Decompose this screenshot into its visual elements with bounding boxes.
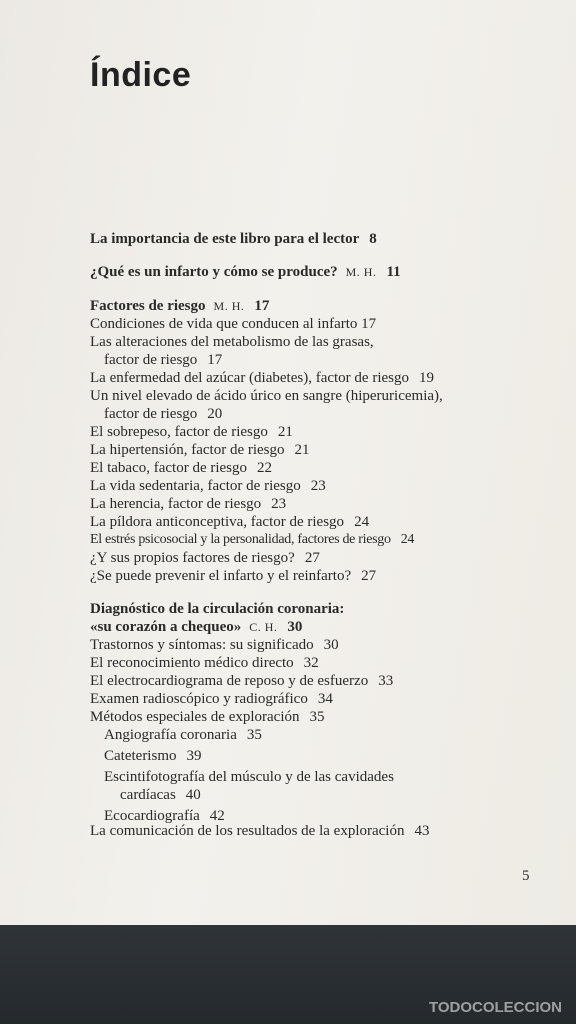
toc-page-number: 35 xyxy=(309,709,325,725)
toc-entry xyxy=(104,768,394,786)
toc-entry-text: Ecocardiografía xyxy=(104,808,200,824)
page-number: 5 xyxy=(522,868,530,884)
toc-entry-text: La hipertensión, factor de riesgo xyxy=(90,442,285,458)
toc-entry xyxy=(104,726,262,744)
toc-author: M. H. xyxy=(345,265,377,279)
toc-entry-text: ¿Y sus propios factores de riesgo? xyxy=(90,550,295,566)
toc-page-number: 20 xyxy=(207,406,223,422)
toc-entry xyxy=(90,315,376,333)
toc-entry xyxy=(90,708,325,726)
toc-page-number: 27 xyxy=(361,568,377,584)
toc-page-number: 8 xyxy=(369,231,377,247)
toc-entry xyxy=(104,351,222,369)
toc-page-number: 24 xyxy=(400,532,415,547)
toc-author: C. H. xyxy=(249,620,278,634)
toc-page-number: 23 xyxy=(310,478,326,494)
toc-page-number: 17 xyxy=(361,316,377,332)
toc-entry xyxy=(90,369,434,387)
toc-entry xyxy=(90,600,344,618)
toc-entry-text: Factores de riesgo xyxy=(90,298,206,314)
toc-entry-text: factor de riesgo xyxy=(104,406,198,422)
toc-entry-text: La comunicación de los resultados de la exploración xyxy=(90,823,405,839)
toc-entry-text: Examen radioscópico y radiográfico xyxy=(90,691,308,707)
toc-entry xyxy=(90,495,286,513)
toc-entry-text: La importancia de este libro para el lector xyxy=(90,231,360,247)
toc-page-number: 21 xyxy=(294,442,310,458)
toc-entry-text: Métodos especiales de exploración xyxy=(90,709,300,725)
toc-entry xyxy=(90,387,443,405)
toc-page-number: 21 xyxy=(277,424,293,440)
toc-entry xyxy=(90,333,374,351)
toc-entry-text: Condiciones de vida que conducen al infarto xyxy=(90,316,358,332)
toc-page-number: 22 xyxy=(257,460,273,476)
toc-page-number: 30 xyxy=(323,637,339,653)
toc-entry-text: El estrés psicosocial y la personalidad, factores de riesgo xyxy=(90,532,391,547)
toc-author: M. H. xyxy=(213,299,245,313)
toc-entry xyxy=(90,423,293,441)
toc-entry xyxy=(90,477,326,495)
toc-page-number: 30 xyxy=(287,619,303,635)
toc-page-number: 32 xyxy=(303,655,319,671)
toc-entry-text: factor de riesgo xyxy=(104,352,198,368)
toc-entry xyxy=(90,636,339,654)
toc-entry xyxy=(90,297,269,315)
toc-entry-text: El sobrepeso, factor de riesgo xyxy=(90,424,268,440)
toc-entry-text: Escintifotografía del músculo y de las cavidades xyxy=(104,769,394,785)
toc-entry-text: ¿Se puede prevenir el infarto y el reinfarto? xyxy=(90,568,352,584)
toc-page-number: 23 xyxy=(271,496,287,512)
toc-page-number: 34 xyxy=(317,691,333,707)
toc-page-number: 39 xyxy=(186,748,202,764)
toc-entry-text: Trastornos y síntomas: su significado xyxy=(90,637,314,653)
toc-entry-text: cardíacas xyxy=(120,787,176,803)
toc-entry-text: Un nivel elevado de ácido úrico en sangre (hiperuricemia), xyxy=(90,388,443,404)
toc-page-number: 40 xyxy=(185,787,201,803)
toc-entry xyxy=(90,549,320,567)
toc-entry-text: El tabaco, factor de riesgo xyxy=(90,460,248,476)
toc-entry xyxy=(90,513,369,531)
toc-page-number: 42 xyxy=(209,808,225,824)
toc-page-number: 17 xyxy=(254,298,270,314)
toc-entry xyxy=(90,822,429,840)
toc-entry-text: Angiografía coronaria xyxy=(104,727,237,743)
toc-page-number: 27 xyxy=(304,550,320,566)
toc-page-number: 11 xyxy=(386,264,401,280)
toc-entry-text: El reconocimiento médico directo xyxy=(90,655,294,671)
toc-entry-text: Las alteraciones del metabolismo de las grasas, xyxy=(90,334,374,350)
toc-entry xyxy=(90,459,272,477)
toc-entry xyxy=(90,618,302,636)
toc-page-number: 43 xyxy=(414,823,430,839)
toc-page-number: 35 xyxy=(246,727,262,743)
toc-entry-text: La píldora anticonceptiva, factor de riesgo xyxy=(90,514,345,530)
page-title: Índice xyxy=(90,56,192,94)
toc-entry xyxy=(90,263,401,281)
toc-entry xyxy=(90,567,376,585)
toc-entry xyxy=(90,672,393,690)
toc-entry xyxy=(104,747,201,765)
toc-entry-text: La vida sedentaria, factor de riesgo xyxy=(90,478,301,494)
watermark: TODOCOLECCION xyxy=(428,999,562,1016)
toc-entry-text: ¿Qué es un infarto y cómo se produce? xyxy=(90,264,338,280)
toc-entry xyxy=(90,531,414,549)
toc-entry xyxy=(90,690,333,708)
toc-entry xyxy=(120,786,201,804)
background-surface xyxy=(0,925,576,1024)
toc-entry xyxy=(104,405,222,423)
toc-entry xyxy=(90,441,310,459)
toc-entry-text: Diagnóstico de la circulación coronaria: xyxy=(90,601,345,617)
toc-page-number: 19 xyxy=(418,370,434,386)
toc-entry-text: La enfermedad del azúcar (diabetes), factor de riesgo xyxy=(90,370,409,386)
toc-page-number: 24 xyxy=(354,514,370,530)
toc-entry-text: La herencia, factor de riesgo xyxy=(90,496,262,512)
toc-page-number: 17 xyxy=(207,352,223,368)
toc-entry-text: El electrocardiograma de reposo y de esfuerzo xyxy=(90,673,369,689)
toc-entry-text: Cateterismo xyxy=(104,748,177,764)
toc-entry-text: «su corazón a chequeo» xyxy=(90,619,242,635)
toc-entry xyxy=(90,230,377,248)
toc-entry xyxy=(90,654,319,672)
toc-page-number: 33 xyxy=(378,673,394,689)
